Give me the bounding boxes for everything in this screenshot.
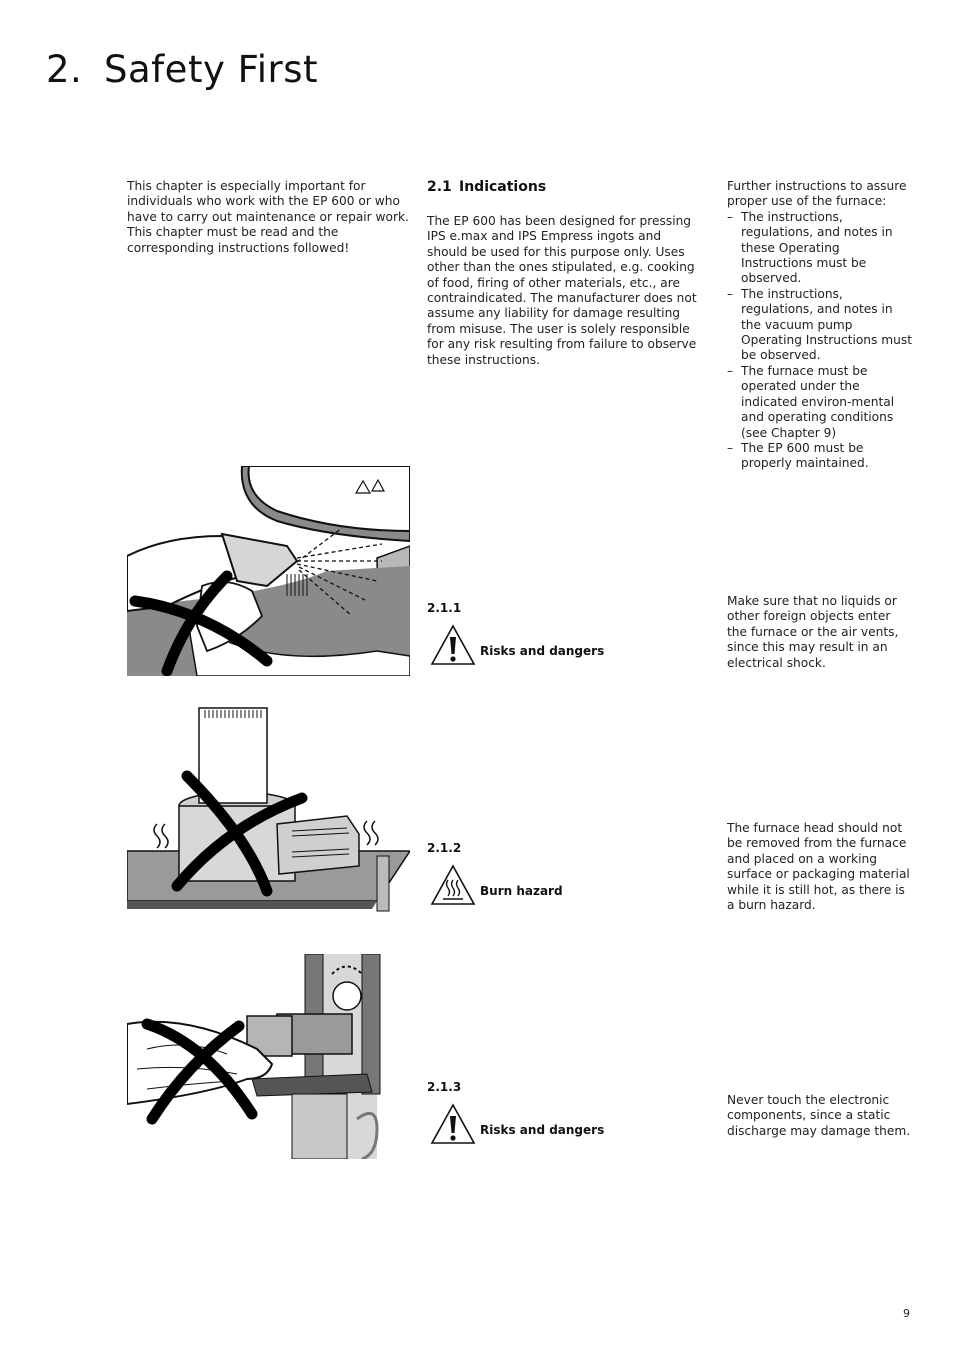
chapter-heading	[46, 48, 318, 91]
warning-block	[430, 1103, 604, 1145]
warning-block	[430, 624, 604, 666]
illustration-spray-liquid	[127, 466, 410, 676]
exclamation-triangle-icon	[430, 624, 476, 666]
page-number: 9	[903, 1307, 910, 1320]
further-intro: Further instructions to assure proper use of the furnace:	[727, 179, 907, 209]
exclamation-triangle-icon	[430, 1103, 476, 1145]
hot-surface-triangle-icon	[430, 864, 476, 906]
list-item: – The instructions, regulations, and notes in these Operating Instructions must be observed.	[727, 210, 913, 287]
list-item: – The furnace must be operated under the indicated environ-mental and operating conditions (see Chapter 9)	[727, 364, 913, 441]
further-instructions	[727, 179, 913, 472]
indications-text: The EP 600 has been designed for pressing IPS e.max and IPS Empress ingots and should be used for this purpose only. Uses other than the ones stipulated, e.g. cooking of food, firing of other materials, etc., are contraindicated. The manufacturer does not assume any liability for damage resulting from misuse. The user is solely responsible for any risk resulting from failure to observe these instructions.	[427, 214, 697, 367]
further-list	[727, 210, 913, 472]
chapter-number: 2.	[46, 48, 83, 91]
warning-label: Risks and dangers	[480, 644, 605, 658]
warning-number: 2.1.2	[427, 841, 462, 855]
section-heading-indications: 2.1 Indications	[427, 179, 547, 195]
illustration-hot-furnace-head	[127, 706, 410, 916]
warning-block	[430, 864, 563, 906]
warning-label: Burn hazard	[480, 884, 563, 898]
list-item: – The instructions, regulations, and notes in the vacuum pump Operating Instructions must be observed.	[727, 287, 913, 364]
warning-text: The furnace head should not be removed from the furnace and placed on a working surface or packaging material while it is still hot, as there is a burn hazard.	[727, 821, 910, 913]
warning-label: Risks and dangers	[480, 1123, 605, 1137]
warning-number: 2.1.1	[427, 601, 462, 615]
warning-text: Make sure that no liquids or other foreign objects enter the furnace or the air vents, since this may result in an electrical shock.	[727, 594, 899, 670]
chapter-title: Safety First	[104, 48, 318, 91]
warning-number: 2.1.3	[427, 1080, 462, 1094]
illustration-electronic-components	[127, 954, 410, 1159]
intro-text: This chapter is especially important for individuals who work with the EP 600 or who have to carry out maintenance or repair work. This chapter must be read and the corresponding instructions followed!	[127, 179, 409, 255]
warning-text: Never touch the electronic components, since a static discharge may damage them.	[727, 1093, 911, 1138]
list-item: – The EP 600 must be properly maintained.	[727, 441, 913, 472]
